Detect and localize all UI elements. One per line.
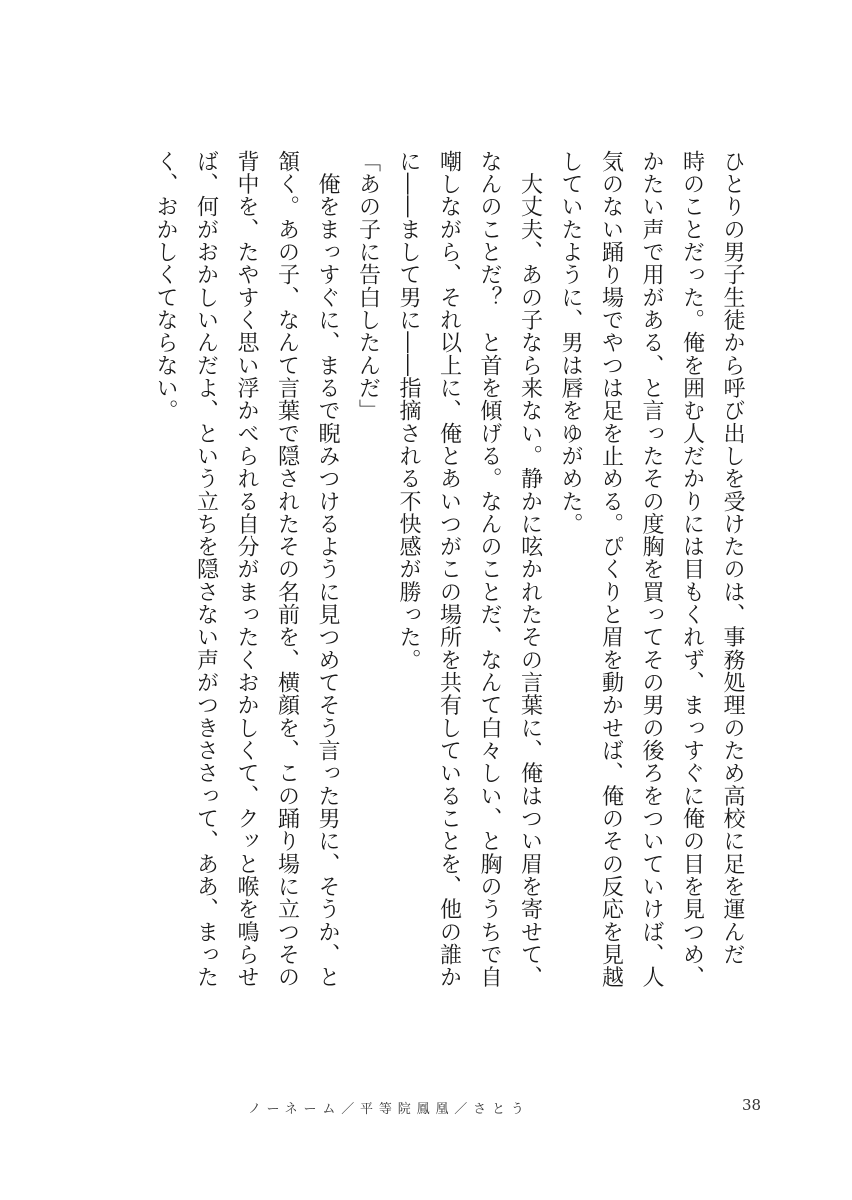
text-line: に――まして男に――指摘される不快感が勝った。 <box>396 150 421 672</box>
text-line: ひとりの男子生徒から呼び出しを受けたのは、事務処理のため高校に足を運んだ <box>720 150 745 966</box>
text-line: 頷く。あの子、なんて言葉で隠されたその名前を、横顔を、この踊り場に立つその <box>274 150 300 989</box>
text-line: かたい声で用がある、と言ったその度胸を買ってその男の後ろをついていけば、人 <box>639 150 664 989</box>
text-line: 大丈夫、あの子なら来ない。静かに呟かれたその言葉に、俺はつい眉を寄せて、 <box>517 150 543 989</box>
text-line: 嘲しながら、それ以上に、俺とあいつがこの場所を共有していることを、他の誰か <box>436 150 462 989</box>
text-line: していたように、男は唇をゆがめた。 <box>558 150 583 536</box>
text-line: 時のことだった。俺を囲む人だかりには目もくれず、まっすぐに俺の目を見つめ、 <box>679 150 705 989</box>
text-line: ば、何がおかしいんだよ、という立ちを隠さない声がつきささって、ああ、まった <box>193 150 219 989</box>
text-line: なんのことだ？ と首を傾げる。なんのことだ、なんて白々しい、と胸のうちで自 <box>477 150 502 989</box>
text-line: 俺をまっすぐに、まるで睨みつけるように見つめてそう言った男に、そうか、と <box>315 150 340 989</box>
text-line: く、おかしくてならない。 <box>153 150 178 422</box>
running-footer-title: ノーネーム／平等院鳳凰／さとう <box>248 1102 530 1117</box>
text-line: 背中を、たやすく思い浮かべられる自分がまったくおかしくて、クッと喉を鳴らせ <box>234 150 259 989</box>
page-number: 38 <box>742 1096 762 1114</box>
text-line: 気のない踊り場でやつは足を止める。ぴくりと眉を動かせば、俺のその反応を見越 <box>598 150 624 989</box>
text-line: 「あの子に告白したんだ」 <box>355 150 381 422</box>
vertical-body-text <box>145 150 753 1050</box>
